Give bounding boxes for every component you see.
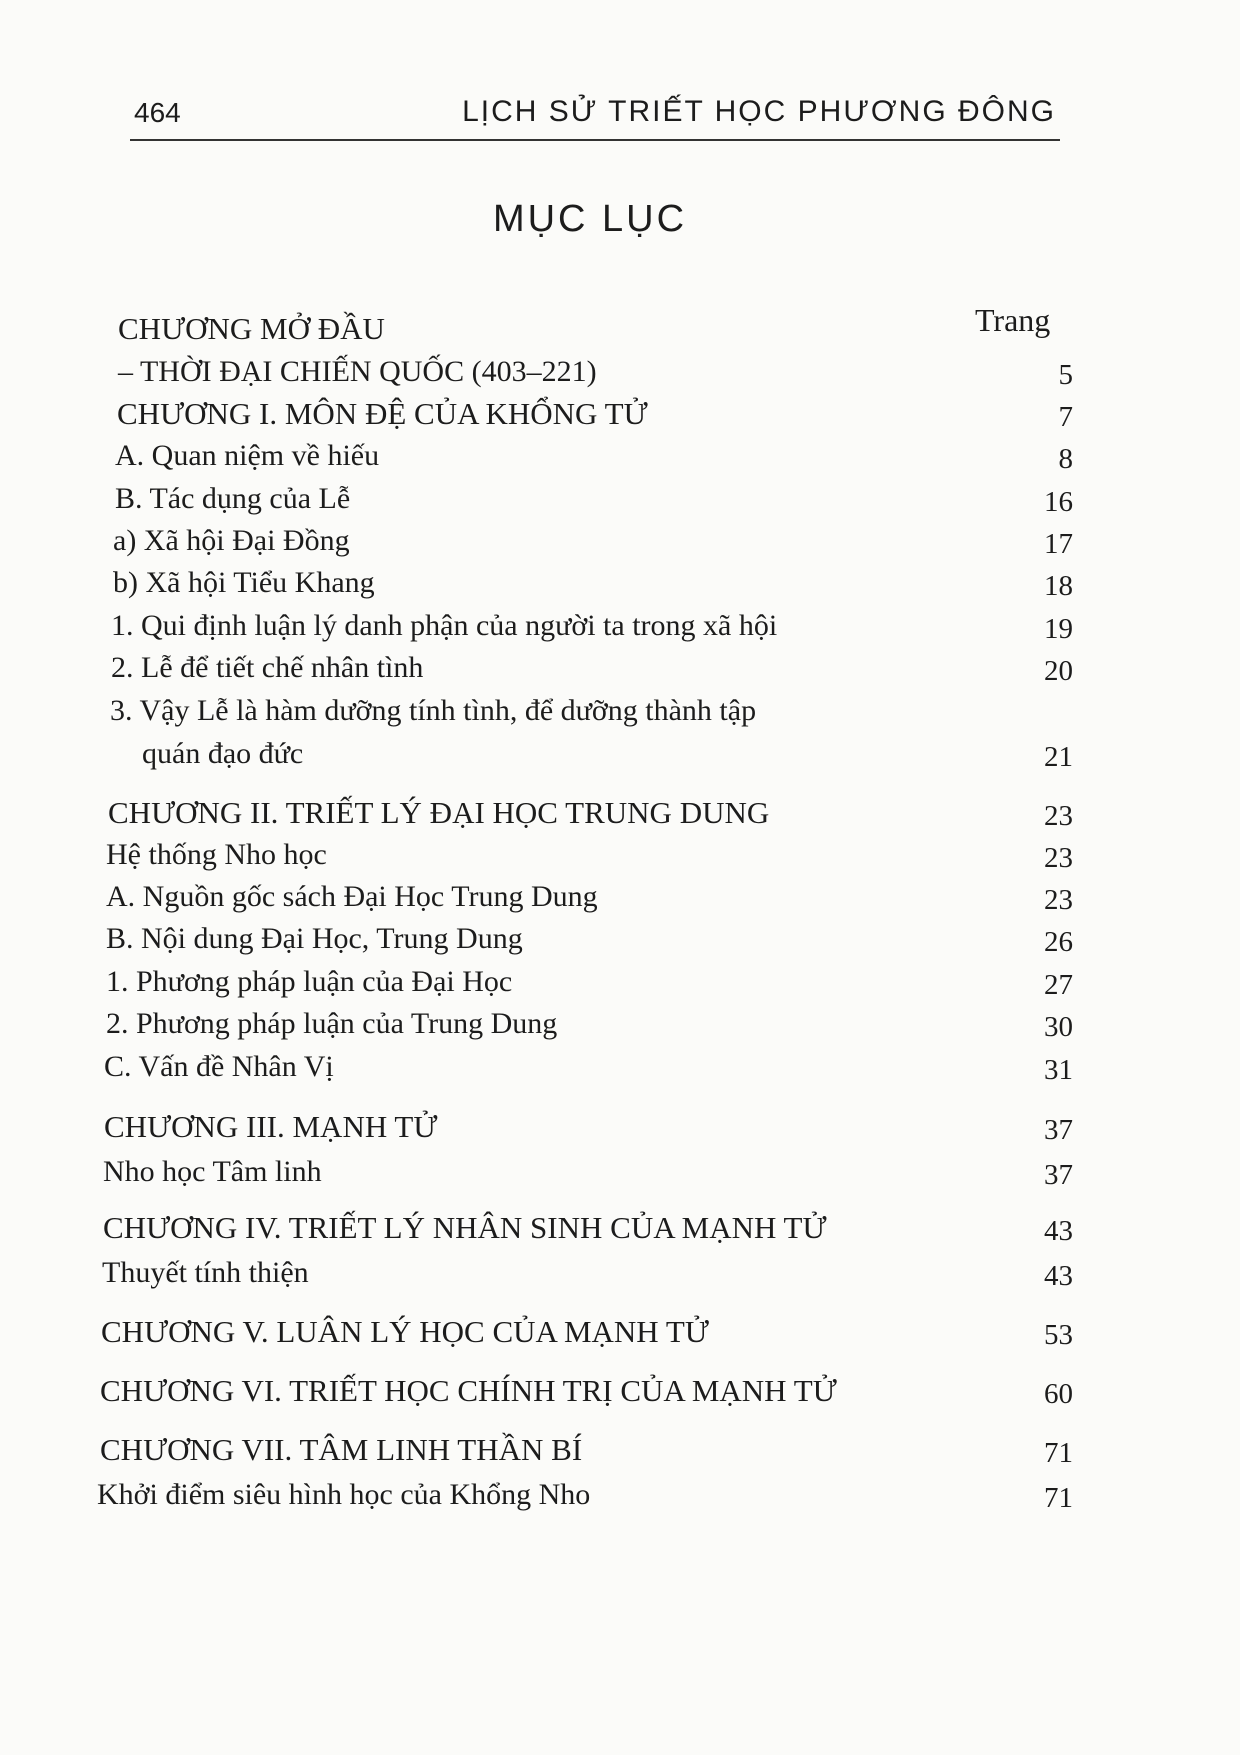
toc-entry-title: B. Nội dung Đại Học, Trung Dung xyxy=(106,922,523,955)
toc-chapter-title: CHƯƠNG III. MẠNH TỬ xyxy=(104,1109,438,1144)
toc-page-number: 43 xyxy=(1044,1215,1073,1247)
toc-page-number: 20 xyxy=(1044,655,1073,687)
toc-chapter-title: CHƯƠNG MỞ ĐẦU xyxy=(118,311,385,346)
toc-title: MỤC LỤC xyxy=(492,198,688,240)
toc-entry-title: Thuyết tính thiện xyxy=(102,1256,309,1289)
toc-page-number: 5 xyxy=(1058,359,1073,391)
toc-entry-title: quán đạo đức xyxy=(142,737,304,770)
toc-chapter-title: CHƯƠNG II. TRIẾT LÝ ĐẠI HỌC TRUNG DUNG xyxy=(108,795,770,830)
toc-page-number: 37 xyxy=(1044,1114,1073,1146)
toc-entry-title: 3. Vậy Lễ là hàm dưỡng tính tình, để dưỡng thành tập xyxy=(110,694,757,727)
page-column-label: Trang xyxy=(975,302,1051,338)
toc-entry-title: B. Tác dụng của Lễ xyxy=(115,482,351,515)
toc-page-number: 71 xyxy=(1044,1482,1073,1514)
book-title: LỊCH SỬ TRIẾT HỌC PHƯƠNG ĐÔNG xyxy=(462,95,1056,128)
toc-entry-title: 2. Phương pháp luận của Trung Dung xyxy=(106,1007,558,1040)
toc-entry-title: A. Nguồn gốc sách Đại Học Trung Dung xyxy=(106,880,598,913)
toc-entry-title: 1. Phương pháp luận của Đại Học xyxy=(106,965,513,998)
toc-entry-title: b) Xã hội Tiểu Khang xyxy=(113,566,375,599)
toc-page-number: 26 xyxy=(1044,926,1073,958)
toc-page-number: 21 xyxy=(1044,741,1073,773)
toc-page-number: 60 xyxy=(1044,1378,1073,1410)
toc-page-number: 19 xyxy=(1044,613,1073,645)
toc-entry-title: – THỜI ĐẠI CHIẾN QUỐC (403–221) xyxy=(118,355,597,388)
toc-entry-title: Khởi điểm siêu hình học của Khổng Nho xyxy=(97,1478,591,1511)
toc-entry-title: A. Quan niệm về hiếu xyxy=(115,439,380,472)
toc-page-number: 30 xyxy=(1044,1011,1073,1043)
toc-entry-title: C. Vấn đề Nhân Vị xyxy=(104,1050,334,1083)
toc-page-number: 23 xyxy=(1044,800,1073,832)
page-number: 464 xyxy=(134,97,181,128)
toc-page-number: 16 xyxy=(1044,486,1073,518)
toc-page-number: 27 xyxy=(1044,969,1073,1001)
toc-page-number: 18 xyxy=(1044,570,1073,602)
toc-page-number: 71 xyxy=(1044,1437,1073,1469)
toc-page-number: 37 xyxy=(1044,1159,1073,1191)
toc-entry-title: a) Xã hội Đại Đồng xyxy=(113,524,350,557)
toc-page-number: 43 xyxy=(1044,1260,1073,1292)
toc-chapter-title: CHƯƠNG VII. TÂM LINH THẦN BÍ xyxy=(100,1432,583,1467)
toc-entry-title: Nho học Tâm linh xyxy=(103,1155,322,1188)
toc-entry-title: 2. Lễ để tiết chế nhân tình xyxy=(111,651,424,684)
toc-chapter-title: CHƯƠNG IV. TRIẾT LÝ NHÂN SINH CỦA MẠNH TỬ xyxy=(103,1210,827,1245)
toc-page-number: 7 xyxy=(1058,401,1073,433)
toc-entry-title: 1. Qui định luận lý danh phận của người ta trong xã hội xyxy=(111,609,778,642)
toc-page-number: 23 xyxy=(1044,884,1073,916)
toc-page-number: 31 xyxy=(1044,1054,1073,1086)
toc-chapter-title: CHƯƠNG VI. TRIẾT HỌC CHÍNH TRỊ CỦA MẠNH TỬ xyxy=(100,1373,837,1408)
toc-page-number: 8 xyxy=(1058,443,1073,475)
toc-page-number: 17 xyxy=(1044,528,1073,560)
running-header xyxy=(130,95,1060,141)
toc-chapter-title: CHƯƠNG V. LUÂN LÝ HỌC CỦA MẠNH TỬ xyxy=(101,1314,709,1349)
toc-entry-title: Hệ thống Nho học xyxy=(106,838,327,871)
toc-page-number: 53 xyxy=(1044,1319,1073,1351)
toc-page-number: 23 xyxy=(1044,842,1073,874)
toc-chapter-title: CHƯƠNG I. MÔN ĐỆ CỦA KHỔNG TỬ xyxy=(117,396,648,431)
